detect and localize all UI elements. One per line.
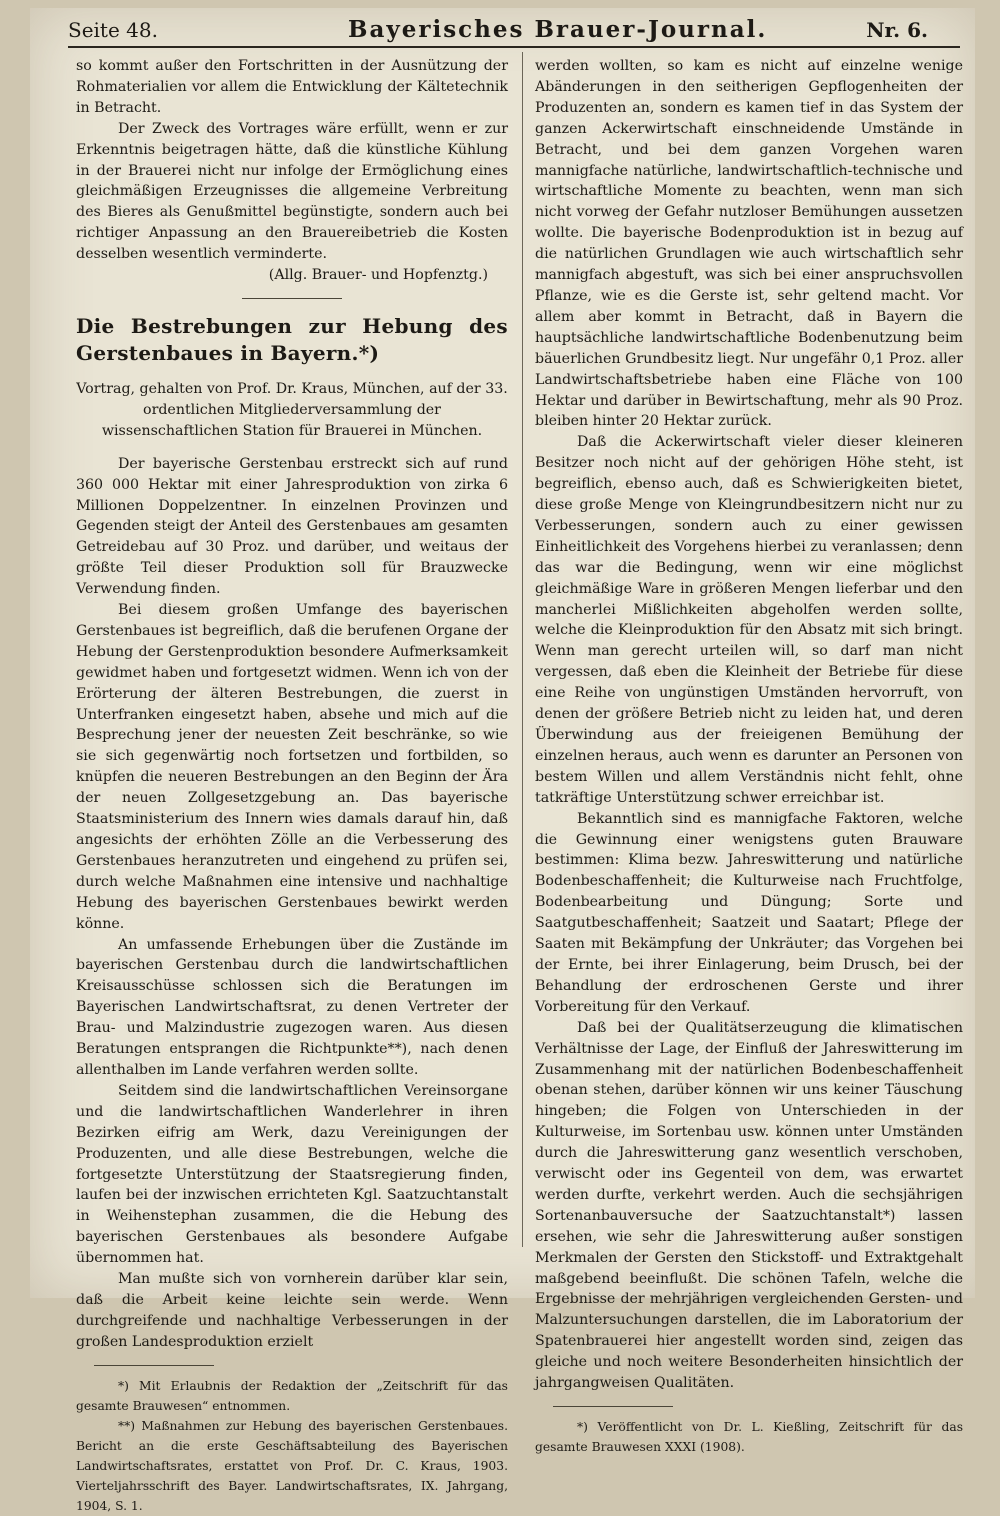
body-paragraph: werden wollten, so kam es nicht auf einzelne wenige Abänderungen in den seitherigen Gepflogenheiten der Produzenten an, sondern es kamen tief in das System der ganzen Ackerwirtschaft einschneidende Umstände in Betracht, und bei dem ganzen Vorgehen waren mannigfache natürliche, landwirtschaftlich-technische und wirtschaftliche Momente zu beachten, wenn man sich nicht vorweg der Gefahr nutzloser Bemühungen aussetzen wollte. Die bayerische Bodenproduktion ist in bezug auf die natürlichen Grundlagen wie auch wirtschaftlich sehr mannigfach abgestuft, was sich bei einer anspruchsvollen Pflanze, wie es die Gerste ist, sehr geltend macht. Vor allem aber kommt in Betracht, daß in Bayern die hauptsächliche landwirtschaftliche Bodenbenutzung beim bäuerlichen Grundbesitz liegt. Nur ungefähr 0,1 Proz. aller Landwirtschaftsbetriebe haben eine Fläche von 100 Hektar und darüber in Bewirtschaftung, mehr als 90 Proz. bleiben hinter 20 Hektar zurück. xyxy=(535,58,963,430)
article-title: Die Bestrebungen zur Hebung des Gerstenbaues in Bayern.*) xyxy=(76,313,508,365)
body-paragraph: Man mußte sich von vornherein darüber klar sein, daß die Arbeit keine leichte sein werde. Wenn durchgreifende und nachhaltige Verbesserungen in der großen Landesproduktion erzielt xyxy=(76,1271,508,1350)
column-divider xyxy=(522,52,523,1247)
intro-paragraph: Der Zweck des Vortrages wäre erfüllt, wenn er zur Erkenntnis beigetragen hätte, daß die künstliche Kühlung in der Brauerei nicht nur infolge der Ermöglichung eines gleichmäßigen Erzeugnisses die allgemeine Verbreitung des Bieres als Genußmittel begünstigte, sondern auch bei richtiger Anpassung an den Brauereibetrieb die Kosten desselben wesentlich verminderte. xyxy=(76,120,508,263)
body-paragraph: Der bayerische Gerstenbau erstreckt sich auf rund 360 000 Hektar mit einer Jahresproduktion von zirka 6 Millionen Doppelzentner. In einzelnen Provinzen und Gegenden steigt der Anteil des Gerstenbaues am gesamten Getreidebau auf 30 Proz. und darüber, und weitaus der größte Teil dieser Produktion soll für Brauzwecke Verwendung finden. xyxy=(76,455,508,598)
footnote: **) Maßnahmen zur Hebung des bayerischen Gerstenbaues. Bericht an die erste Geschäftsabteilung des Bayerischen Landwirtschaftsrates, erstattet von Prof. Dr. C. Kraus, 1903. Vierteljahrsschrift des Bayer. Landwirtschaftsrates, IX. Jahrgang, 1904, S. 1. xyxy=(76,1418,508,1513)
section-divider xyxy=(242,298,342,299)
body-paragraph: Bekanntlich sind es mannigfache Faktoren, welche die Gewinnung einer wenigstens guten Brauware bestimmen: Klima bezw. Jahreswitterung und natürliche Bodenbeschaffenheit; die Kulturweise nach Fruchtfolge, Bodenbearbeitung und Düngung; Sorte und Saatgutbeschaffenheit; Saatzeit und Saatart; Pflege der Saaten mit Bekämpfung der Unkräuter; das Vorgehen bei der Ernte, bei ihrer Einlagerung, beim Drusch, bei der Behandlung der erdroschenen Gerste und ihrer Vorbereitung für den Verkauf. xyxy=(535,810,963,1015)
intro-paragraph: so kommt außer den Fortschritten in der Ausnützung der Rohmaterialien vor allem die Entwicklung der Kältetechnik in Betracht. xyxy=(76,58,508,116)
header-rule xyxy=(68,46,960,48)
body-paragraph: Seitdem sind die landwirtschaftlichen Vereinsorgane und die landwirtschaftlichen Wanderlehrer in ihren Bezirken eifrig am Werk, dazu Vereinigungen der Produzenten, und alle diese Bestrebungen, welche die fortgesetzte Unterstützung der Staatsregierung finden, laufen bei der inzwischen errichteten Kgl. Saatzuchtanstalt in Weihenstephan zusammen, die die Hebung des bayerischen Gerstenbaues als besondere Aufgabe übernommen hat. xyxy=(76,1082,508,1267)
body-paragraph: Daß bei der Qualitätserzeugung die klimatischen Verhältnisse der Lage, der Einfluß der Jahreswitterung im Zusammenhang mit der natürlichen Bodenbeschaffenheit obenan stehen, darüber können wir uns keiner Täuschung hingeben; die Folgen von Unterschieden in der Kulturweise, im Sortenbau usw. können unter Umständen durch die Jahreswitterung ganz wesentlich verschoben, verwischt oder ins Gegenteil von dem, was erwartet werden durfte, verkehrt werden. Auch die sechsjährigen Sortenanbauversuche der Saatzuchtanstalt*) lassen ersehen, wie sehr die Jahreswitterung außer sonstigen Merkmalen der Gersten den Stickstoff- und Extraktgehalt maßgebend beeinflußt. Die schönen Tafeln, welche die Ergebnisse der mehrjährigen vergleichenden Gersten- und Malzuntersuchungen darstellen, die im Laboratorium der Spatenbrauerei hier angestellt worden sind, zeigen das gleiche und noch weitere Besonderheiten hinsichtlich der jahrgangweisen Qualitäten. xyxy=(535,1019,963,1392)
source-credit: (Allg. Brauer- und Hopfenztg.) xyxy=(268,267,488,284)
left-column xyxy=(76,56,508,1516)
body-paragraph: Daß die Ackerwirtschaft vieler dieser kleineren Besitzer noch nicht auf der gehörigen Höhe steht, ist begreiflich, ebenso auch, daß es Schwierigkeiten bietet, diese große Menge von Kleingrundbesitzern nicht nur zu Verbesserungen, sondern auch zu einer gewissen Einheitlichkeit des Vorgehens hierbei zu veranlassen; denn das war die Bedingung, wenn wir eine möglichst gleichmäßige Ware in größeren Mengen lieferbar und den mancherlei Mißlichkeiten abgeholfen werden sollte, welche die Kleinproduktion für den Absatz mit sich bringt. Wenn man gerecht urteilen will, so darf man nicht vergessen, daß eben die Kleinheit der Betriebe für diese eine Reihe von ungünstigen Umständen hervorruft, von denen der größere Betrieb nicht zu leiden hat, und deren Überwindung aus der freieigenen Bemühung der einzelnen heraus, auch wenn es darunter an Personen von bestem Willen und allem Verständnis nicht fehlt, ohne tatkräftige Unterstützung schwer erreichbar ist. xyxy=(535,434,963,806)
footnote: *) Mit Erlaubnis der Redaktion der „Zeitschrift für das gesamte Brauwesen“ entnommen. xyxy=(76,1378,508,1413)
page-number: Seite 48. xyxy=(68,18,158,42)
footnote-rule xyxy=(553,1406,673,1407)
article-subtitle: Vortrag, gehalten von Prof. Dr. Kraus, München, auf der 33. ordentlichen Mitgliederversammlung der wissenschaftlichen Station für Brauerei in München. xyxy=(76,380,508,439)
right-column xyxy=(535,56,963,1457)
journal-title: Bayerisches Brauer-Journal. xyxy=(348,16,768,43)
body-paragraph: Bei diesem großen Umfange des bayerischen Gerstenbaues ist begreiflich, daß die berufenen Organe der Hebung der Gerstenproduktion besondere Aufmerksamkeit gewidmet haben und fortgesetzt widmen. Wenn ich von der Erörterung der älteren Bestrebungen, die zuerst in Unterfranken eingesetzt haben, absehe und mich auf die Besprechung jener der neuesten Zeit beschränke, so wie sie sich gegenwärtig noch fortsetzen und fortbilden, so knüpfen die neueren Bestrebungen an den Beginn der Ära der neuen Zollgesetzgebung an. Das bayerische Staatsministerium des Innern wies damals darauf hin, daß angesichts der erhöhten Zölle an die Verbesserung des Gerstenbaues heranzutreten und eingehend zu prüfen sei, durch welche Maßnahmen eine intensive und nachhaltige Hebung des bayerischen Gerstenbaues bewirkt werden könne. xyxy=(76,602,508,932)
body-paragraph: An umfassende Erhebungen über die Zustände im bayerischen Gerstenbau durch die landwirtschaftlichen Kreisausschüsse schlossen sich die Beratungen im Bayerischen Landwirtschaftsrat, zu denen Vertreter der Brau- und Malzindustrie zugezogen waren. Aus diesen Beratungen entsprangen die Richtpunkte**), nach denen allenthalben im Lande verfahren werden sollte. xyxy=(76,936,508,1078)
page-header xyxy=(68,14,958,46)
footnote-rule xyxy=(94,1365,214,1366)
issue-number: Nr. 6. xyxy=(866,18,928,42)
footnote: *) Veröffentlicht von Dr. L. Kießling, Zeitschrift für das gesamte Brauwesen XXXI (1908). xyxy=(535,1420,963,1454)
